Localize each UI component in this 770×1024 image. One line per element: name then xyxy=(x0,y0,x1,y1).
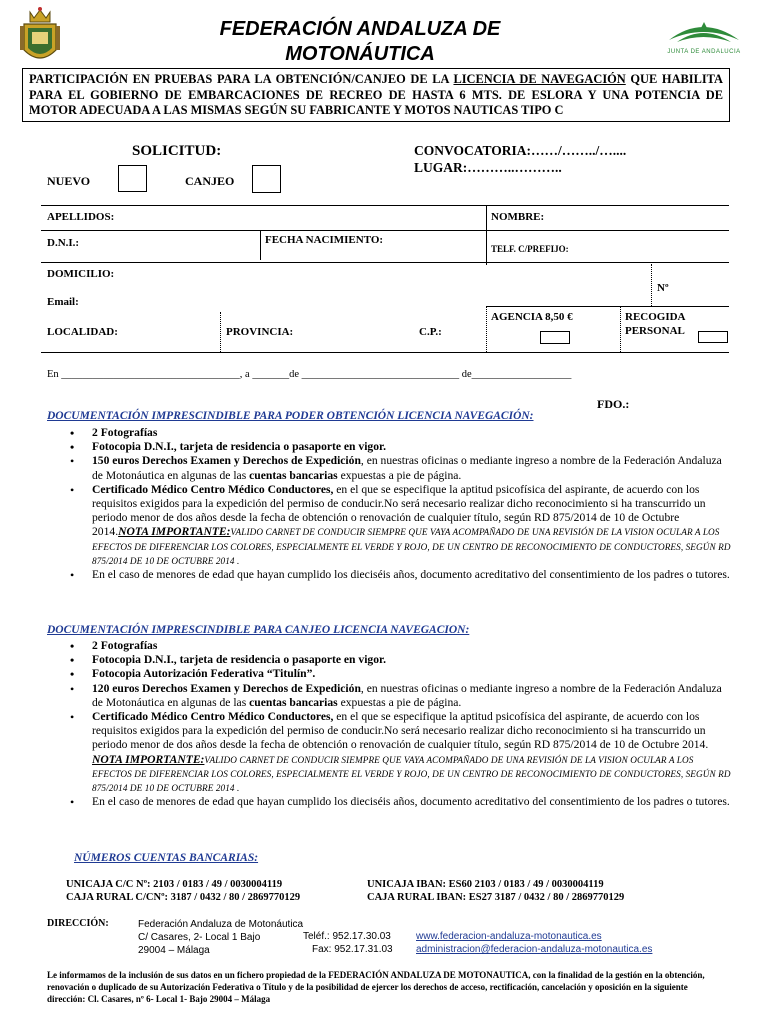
nuevo-checkbox[interactable] xyxy=(118,165,147,192)
rural-iban: CAJA RURAL IBAN: ES27 3187 / 0432 / 80 / 2869770129 xyxy=(367,892,625,903)
direccion-line-3: 29004 – Málaga xyxy=(138,945,210,956)
list-item: • 120 euros Derechos Examen y Derechos de Expedición, en nuestras oficinas o mediante ingreso a nombre de la Federación Andaluza de Motonáutica en algunas de las cuentas bancarias expuestas a pie de página. xyxy=(92,682,732,710)
email-label: Email: xyxy=(47,296,79,308)
nuevo-label: NUEVO xyxy=(47,174,91,188)
fecha-nacimiento-field[interactable] xyxy=(390,233,482,257)
fax: Fax: 952.17.31.03 xyxy=(312,944,393,955)
recogida-label-2: PERSONAL xyxy=(625,325,685,337)
direccion-block xyxy=(138,918,303,957)
nombre-field[interactable] xyxy=(552,208,728,228)
provincia-field[interactable] xyxy=(300,322,410,344)
solicitud-label: SOLICITUD: xyxy=(132,143,222,159)
federation-crest-logo xyxy=(18,6,62,66)
obtencion-docs-heading: DOCUMENTACIÓN IMPRESCINDIBLE PARA PODER OBTENCIÓN LICENCIA NAVEGACIÓN: xyxy=(47,410,534,422)
canjeo-docs-heading: DOCUMENTACIÓN IMPRESCINDIBLE PARA CANJEO LICENCIA NAVEGACION: xyxy=(47,624,470,636)
canjeo-checkbox[interactable] xyxy=(252,165,281,193)
list-item: • 2 Fotografías xyxy=(92,639,732,653)
list-item: • Fotocopia D.N.I., tarjeta de residencia o pasaporte en vigor. xyxy=(92,653,732,667)
dni-label: D.N.I.: xyxy=(47,237,80,249)
localidad-label: LOCALIDAD: xyxy=(47,326,118,338)
junta-andalucia-logo xyxy=(663,18,745,54)
lugar-label: LUGAR:………..……….. xyxy=(414,160,562,175)
provincia-label: PROVINCIA: xyxy=(226,326,294,338)
page-title xyxy=(150,17,570,67)
nombre-label: NOMBRE: xyxy=(491,211,545,223)
recogida-label-1: RECOGIDA xyxy=(625,311,686,323)
unicaja-iban: UNICAJA IBAN: ES60 2103 / 0183 / 49 / 0030004119 xyxy=(367,879,604,890)
telf-label: TELF. C/PREFIJO: xyxy=(491,244,569,254)
convocatoria-label: CONVOCATORIA:……/……../….... xyxy=(414,143,627,158)
junta-logo-text: JUNTA DE ANDALUCIA xyxy=(667,49,741,55)
numero-label: Nº xyxy=(657,282,669,294)
canjeo-label: CANJEO xyxy=(185,174,235,188)
apellidos-label: APELLIDOS: xyxy=(47,211,115,223)
agencia-label: AGENCIA 8,50 € xyxy=(491,311,573,323)
title-line-1: FEDERACIÓN ANDALUZA DE xyxy=(219,18,501,40)
intro-licencia: LICENCIA DE NAVEGACIÓN xyxy=(453,72,626,86)
junta-leaf-icon xyxy=(663,18,745,44)
list-item: • En el caso de menores de edad que hayan cumplido los dieciséis años, documento acreditativo del consentimiento de los padres o tutores. xyxy=(92,795,732,809)
list-item: • Fotocopia Autorización Federativa “Titulín”. xyxy=(92,667,732,681)
direccion-line-2: C/ Casares, 2- Local 1 Bajo xyxy=(138,932,261,943)
direccion-label: DIRECCIÓN: xyxy=(47,918,109,929)
cuentas-heading: NÚMEROS CUENTAS BANCARIAS: xyxy=(74,852,259,864)
direccion-line-1: Federación Andaluza de Motonáutica xyxy=(138,919,304,930)
list-item: • Certificado Médico Centro Médico Conductores, en el que se especifique la aptitud psicofísica del aspirante, de acuerdo con los requisitos exigidos para la expedición del permiso de conducir.No será necesario realizar dicho reconocimiento si ha transcurrido un periodo menor de dos años desde la fecha de obtención o renovación de cualquier título, según RD 875/2014 de 10 de Octubre 2014.NOTA IMPORTANTE:VALIDO CARNET DE CONDUCIR SIEMPRE QUE VAYA ACOMPAÑADO DE UNA REVISIÓN DE LA VISION OCULAR A LOS EFECTOS DE DIFERENCIAR LOS COLORES, ESPECIALMENTE EL VERDE Y ROJO, DE UN CENTRO DE RECONOCIMIENTO DE CONDUCTORES, SEGÚN RD 875/2014 DE 10 DE OCTUBRE 2014 . xyxy=(92,483,732,568)
cp-field[interactable] xyxy=(447,322,483,344)
list-item: • Certificado Médico Centro Médico Conductores, en el que se especifique la aptitud psicofísica del aspirante, de acuerdo con los requisitos exigidos para la expedición del permiso de conducir.No será necesario realizar dicho reconocimiento si ha transcurrido un periodo menor de dos años desde la fecha de obtención o renovación de cualquier título, según RD 875/2014 de 10 de Octubre 2014. NOTA IMPORTANTE:VALIDO CARNET DE CONDUCIR SIEMPRE QUE VAYA ACOMPAÑADO DE UNA REVISIÓN DE LA VISION OCULAR A LOS EFECTOS DE DIFERENCIAR LOS COLORES, ESPECIALMENTE EL VERDE Y ROJO, DE UN CENTRO DE RECONOCIMIENTO DE CONDUCTORES, SEGÚN RD 875/2014 DE 10 DE OCTUBRE 2014 . xyxy=(92,710,732,795)
title-line-2: MOTONÁUTICA xyxy=(285,43,435,65)
canjeo-docs-list xyxy=(66,639,732,809)
localidad-field[interactable] xyxy=(122,322,216,344)
unicaja-cc: UNICAJA C/C Nº: 2103 / 0183 / 49 / 0030004119 xyxy=(66,879,283,890)
recogida-checkbox[interactable] xyxy=(698,331,728,343)
intro-text-1: PARTICIPACIÓN EN PRUEBAS PARA LA OBTENCIÓN/CANJEO DE LA xyxy=(29,72,454,86)
list-item: • 150 euros Derechos Examen y Derechos de Expedición, en nuestras oficinas o mediante ingreso a nombre de la Federación Andaluza de Motonáutica en algunas de las cuentas bancarias expuestas a pie de página. xyxy=(92,454,732,482)
telf-field[interactable] xyxy=(580,233,728,257)
intro-text-2: QUE HABILITA PARA EL GOBIERNO DE EMBARCACIONES DE RECREO DE HASTA 6 MTS. DE ESLORA Y UNA POTENCIA DE MOTOR ADECUADA A LAS MISMAS SEGÚN SU FABRICANTE Y MOTOS NAUTICAS TIPO C xyxy=(29,72,723,117)
website-link[interactable]: www.federacion-andaluza-motonautica.es xyxy=(416,931,602,942)
intro-box xyxy=(22,68,730,122)
domicilio-label: DOMICILIO: xyxy=(47,268,115,280)
rural-cc: CAJA RURAL C/CNº: 3187 / 0432 / 80 / 2869770129 xyxy=(66,892,301,903)
privacy-footer: Le informamos de la inclusión de sus datos en un fichero propiedad de la FEDERACIÓN ANDALUZA DE MOTONAUTICA, con la finalidad de la gestión en la obtención, renovación o duplicado de su Autorización Federativa o Título y de la posibilidad de ejercer los derechos de acceso, rectificación, cancelación y oposición en la siguiente dirección: Cl. Casares, nº 6- Local 1- Bajo 29004 – Málaga xyxy=(47,970,705,1004)
email-link[interactable]: administracion@federacion-andaluza-motonautica.es xyxy=(416,944,653,955)
domicilio-field[interactable] xyxy=(120,265,645,287)
email-field[interactable] xyxy=(90,293,480,311)
dni-field[interactable] xyxy=(85,233,255,257)
signature-place-date-line[interactable]: En __________________________________, a _______de ______________________________ de___________________ xyxy=(47,369,572,380)
agencia-checkbox[interactable] xyxy=(540,331,570,344)
fdo-label: FDO.: xyxy=(597,397,630,411)
list-item: • 2 Fotografías xyxy=(92,426,732,440)
list-item: • Fotocopia D.N.I., tarjeta de residencia o pasaporte en vigor. xyxy=(92,440,732,454)
telefono: Teléf.: 952.17.30.03 xyxy=(303,931,391,942)
apellidos-field[interactable] xyxy=(120,208,482,228)
list-item: • En el caso de menores de edad que hayan cumplido los dieciséis años, documento acreditativo del consentimiento de los padres o tutores. xyxy=(92,568,732,582)
obtencion-docs-list xyxy=(66,426,732,582)
numero-field[interactable] xyxy=(675,280,727,300)
fecha-nacimiento-label: FECHA NACIMIENTO: xyxy=(265,234,384,246)
cp-label: C.P.: xyxy=(419,326,442,338)
